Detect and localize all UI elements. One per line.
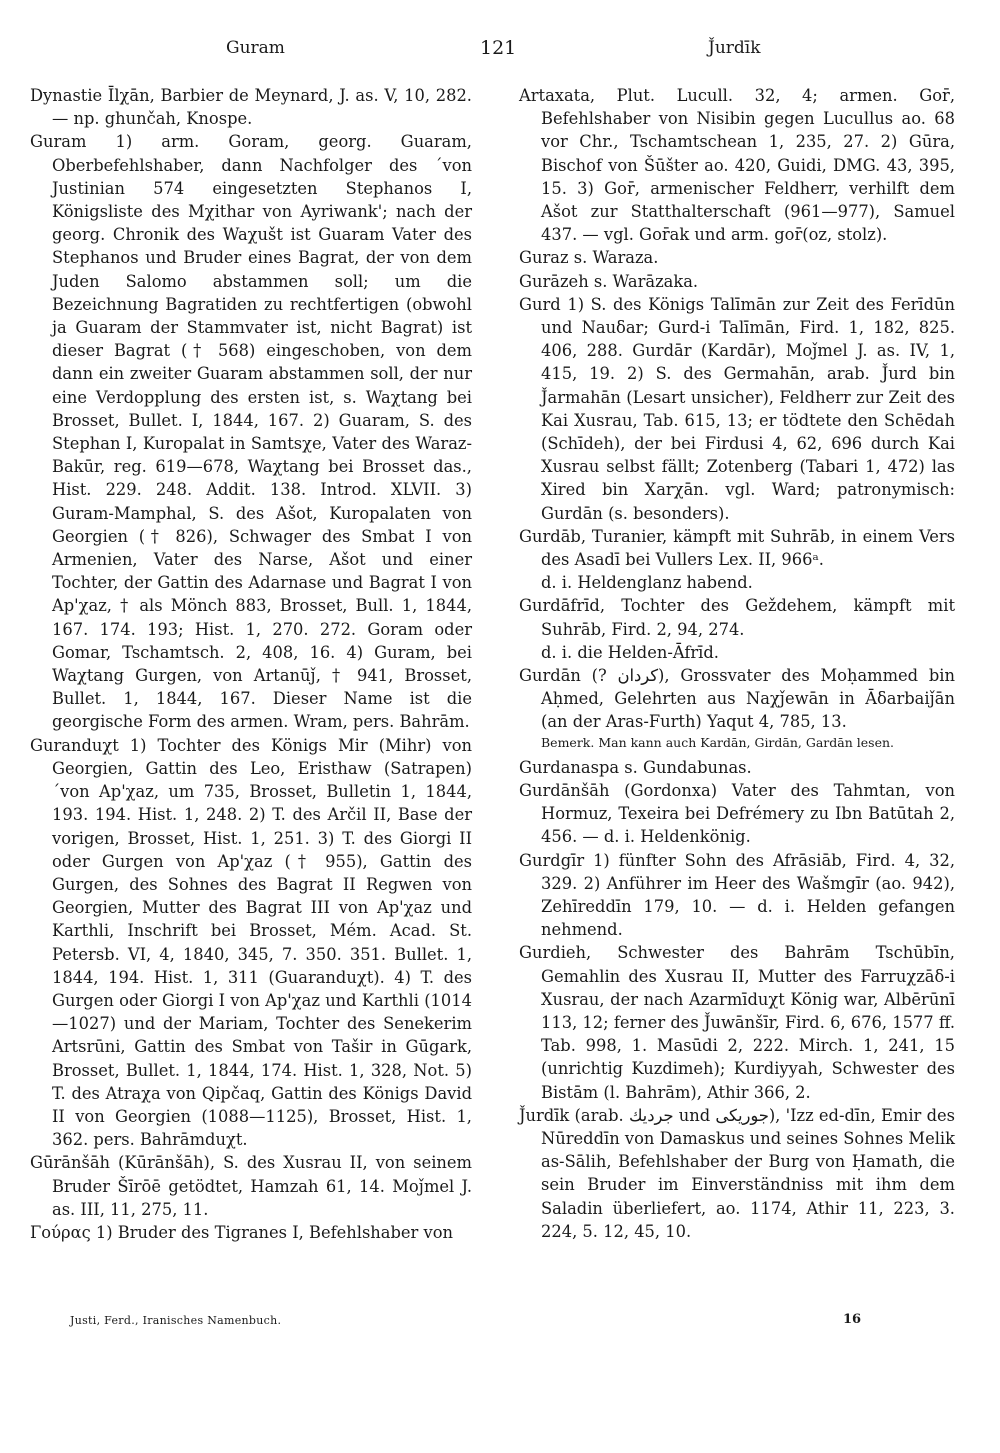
entry-gurdab-meaning: d. i. Heldenglanz habend.: [541, 573, 753, 593]
entry-gurdafrid: Gurdāfrīd, Tochter des Geždehem, kämpft mit Suhrāb, Fird. 2, 94, 274.: [519, 596, 955, 639]
right-column: [519, 84, 955, 1243]
entry-gouras: Γούρας 1) Bruder des Tigranes I, Befehlshaber von: [30, 1222, 453, 1242]
entry-gurdab: Gurdāb, Turanier, kämpft mit Suhrāb, in einem Vers des Asadī bei Vullers Lex. II, 966ᵃ.: [519, 526, 955, 570]
footer-source: Justi, Ferd., Iranisches Namenbuch.: [70, 1314, 282, 1327]
entry-gurdanaspa: Gurdanaspa s. Gundabunas.: [519, 757, 752, 777]
entry-guransah: Gūrānšāh (Kūrānšāh), S. des Xusrau II, von seinem Bruder Šīrōē getödtet, Hamzah 61, 14. Moǰmel J. as. III, 11, 275, 11.: [30, 1153, 472, 1219]
entry-gurdansah: Gurdānšāh (Gordonxa) Vater des Tahmtan, von Hormuz, Texeira bei Defrémery zu Ibn Batūtah 2, 456. — d. i. Heldenkönig.: [519, 780, 955, 847]
footer-signature: 16: [843, 1312, 862, 1327]
entry-gurdgir: Gurdgīr 1) fünfter Sohn des Afrāsiāb, Fird. 4, 32, 329. 2) Anführer im Heer des Wašmgīr (ao. 942), Zehīreddīn 179, 10. — d. i. Helden gefangen nehmend.: [519, 850, 955, 940]
entry-gurazeh: Gurāzeh s. Warāzaka.: [519, 271, 699, 291]
entry-guram: Guram 1) arm. Goram, georg. Guaram, Oberbefehlshaber, dann Nachfolger des ´von Justinian 574 eingesetzten Stephanos I, Königsliste des Mχithar von Ayriwank'; nach der georg. Chronik des Waχušt ist Guaram Vater des Stephanos und Bruder eines Bagrat, der von dem Juden Salomo abstammen soll; um die Bezeichnung Bagratiden zu rechtfertigen (obwohl ja Guaram der Stammvater ist, nicht Bagrat) ist dieser Bagrat († 568) eingeschoben, von dem dann ein zweiter Guaram abstammen soll, der nur eine Verdopplung des ersten ist, s. Waχtang bei Brosset, Bullet. I, 1844, 167. 2) Guaram, S. des Stephan I, Kuropalat in Samtsχe, Vater des Waraz-Bakūr, reg. 619—678, Waχtang bei Brosset das., Hist. 229. 248. Addit. 138. Introd. XLVII. 3) Guram-Mamphal, S. des Ašot, Kuropalaten von Georgien († 826), Schwager des Smbat I von Armenien, Vater des Narse, Ašot und einer Tochter, der Gattin des Adarnase und Bagrat I von Ap'χaz, † als Mönch 883, Brosset, Bull. 1, 1844, 167. 174. 193; Hist. 1, 270. 272. Goram oder Gomar, Tschamtsch. 2, 408, 16. 4) Guram, bei Waχtang Gurgen, von Artanūǰ, † 941, Brosset, Bullet. 1, 1844, 167. Dieser Name ist die georgische Form des armen. Wram, pers. Bahrām.: [30, 132, 472, 732]
entry-guranduxt: Guranduχt 1) Tochter des Königs Mir (Mihr) von Georgien, Gattin des Leo, Eristhaw (Satrapen) ´von Ap'χaz, um 735, Brosset, Bulletin 1, 1844, 193. 194. Hist. 1, 248. 2) T. des Arčil II, Base der vorigen, Brosset, Hist. 1, 251. 3) T. des Giorgi II oder Gurgen von Ap'χaz († 955), Gattin des Gurgen, des Sohnes des Bagrat II Regwen von Georgien, Mutter des Bagrat III von Ap'χaz und Karthli, Inschrift bei Brosset, Mém. Acad. St. Petersb. VI, 4, 1840, 345, 7. 350. 351. Bullet. 1, 1844, 194. Hist. 1, 311 (Guaranduχt). 4) T. des Gurgen oder Giorgi I von Ap'χaz und Karthli (1014—1027) und der Mariam, Tochter des Senekerim Artsrūni, Gattin des Smbat von Tašir in Gūgark, Brosset, Bullet. 1, 1844, 174. Hist. 1, 328, Not. 5) T. des Atraχa von Qipčaq, Gattin des Königs David II von Georgien (1088—1125), Brosset, Hist. 1, 362. pers. Bahrāmduχt.: [30, 735, 472, 1150]
entry-gurdafrid-meaning: d. i. die Helden-Āfrīd.: [541, 642, 719, 662]
entry-jurdik: J̌urdīk (arab. جرديك und جوريكى), 'Izz ed-dīn, Emir des Nūreddīn von Damaskus und seines Sohnes Melik as-Sālih, Befehlshaber der Burg von Ḥamath, die sein Bruder im Einverständniss mit ihm dem Saladin überliefert, ao. 1174, Athir 11, 223, 3. 224, 5. 12, 45, 10.: [519, 1105, 955, 1241]
entry-gurd: Gurd 1) S. des Königs Talīmān zur Zeit des Ferīdūn und Nauδar; Gurd-i Talīmān, Fird. 1, 182, 825. 406, 288. Gurdār (Kardār), Moǰmel J. as. IV, 1, 415, 19. 2) S. des Germahān, arab. J̌urd bin J̌armahān (Lesart unsicher), Feldherr zur Zeit des Kai Xusrau, Tab. 615, 13; er tödtete den Schēdah (Schīdeh), der bei Firdusi 4, 62, 696 durch Kai Xusrau selbst fällt; Zotenberg (Tabari 1, 472) las Xired bin Xarχān. vgl. Ward; patronymisch: Gurdān (s. besonders).: [519, 294, 955, 523]
entry-gurdieh: Gurdieh, Schwester des Bahrām Tschūbīn, Gemahlin des Xusrau II, Mutter des Farruχzāδ-i Xusrau, der nach Azarmīduχt König war, Albērūnī 113, 12; ferner des J̌uwānšīr, Fird. 6, 676, 1577 ff. Tab. 998, 1. Masūdi 2, 222. Mirch. 1, 241, 15 (unrichtig Kuzdimeh); Kurdiyyah, Schwester des Bistām (l. Bahrām), Athir 366, 2.: [519, 943, 955, 1102]
page-number: 121: [480, 37, 517, 59]
running-head-right: J̌urdīk: [708, 38, 761, 58]
running-head-left: Guram: [226, 38, 285, 58]
entry-gurdan-note: Bemerk. Man kann auch Kardān, Girdān, Gardān lesen.: [541, 734, 894, 750]
entry-continuation: Artaxata, Plut. Lucull. 32, 4; armen. Gor̄, Befehlshaber von Nisibin gegen Lucullus ao. 68 vor Chr., Tschamtschean 1, 235, 27. 2) Gūra, Bischof von Šūšter ao. 420, Guidi, DMG. 43, 395, 15. 3) Gor̄, armenischer Feldherr, verhilft dem Ašot zur Statthalterschaft (961—977), Samuel 437. — vgl. Gor̄ak und arm. gor̄(oz, stolz).: [519, 86, 955, 245]
entry-gurdan: Gurdān (? كردان), Grossvater des Moḥammed bin Aḥmed, Gelehrten aus Naχǰewān in Āδarbaiǰān (an der Aras-Furth) Yaqut 4, 785, 13.: [519, 666, 955, 732]
entry-guraz: Guraz s. Waraza.: [519, 248, 659, 268]
entry-continuation: Dynastie Īlχān, Barbier de Meynard, J. as. V, 10, 282. — np. ghunčah, Knospe.: [30, 86, 472, 129]
left-column: [30, 84, 472, 1244]
